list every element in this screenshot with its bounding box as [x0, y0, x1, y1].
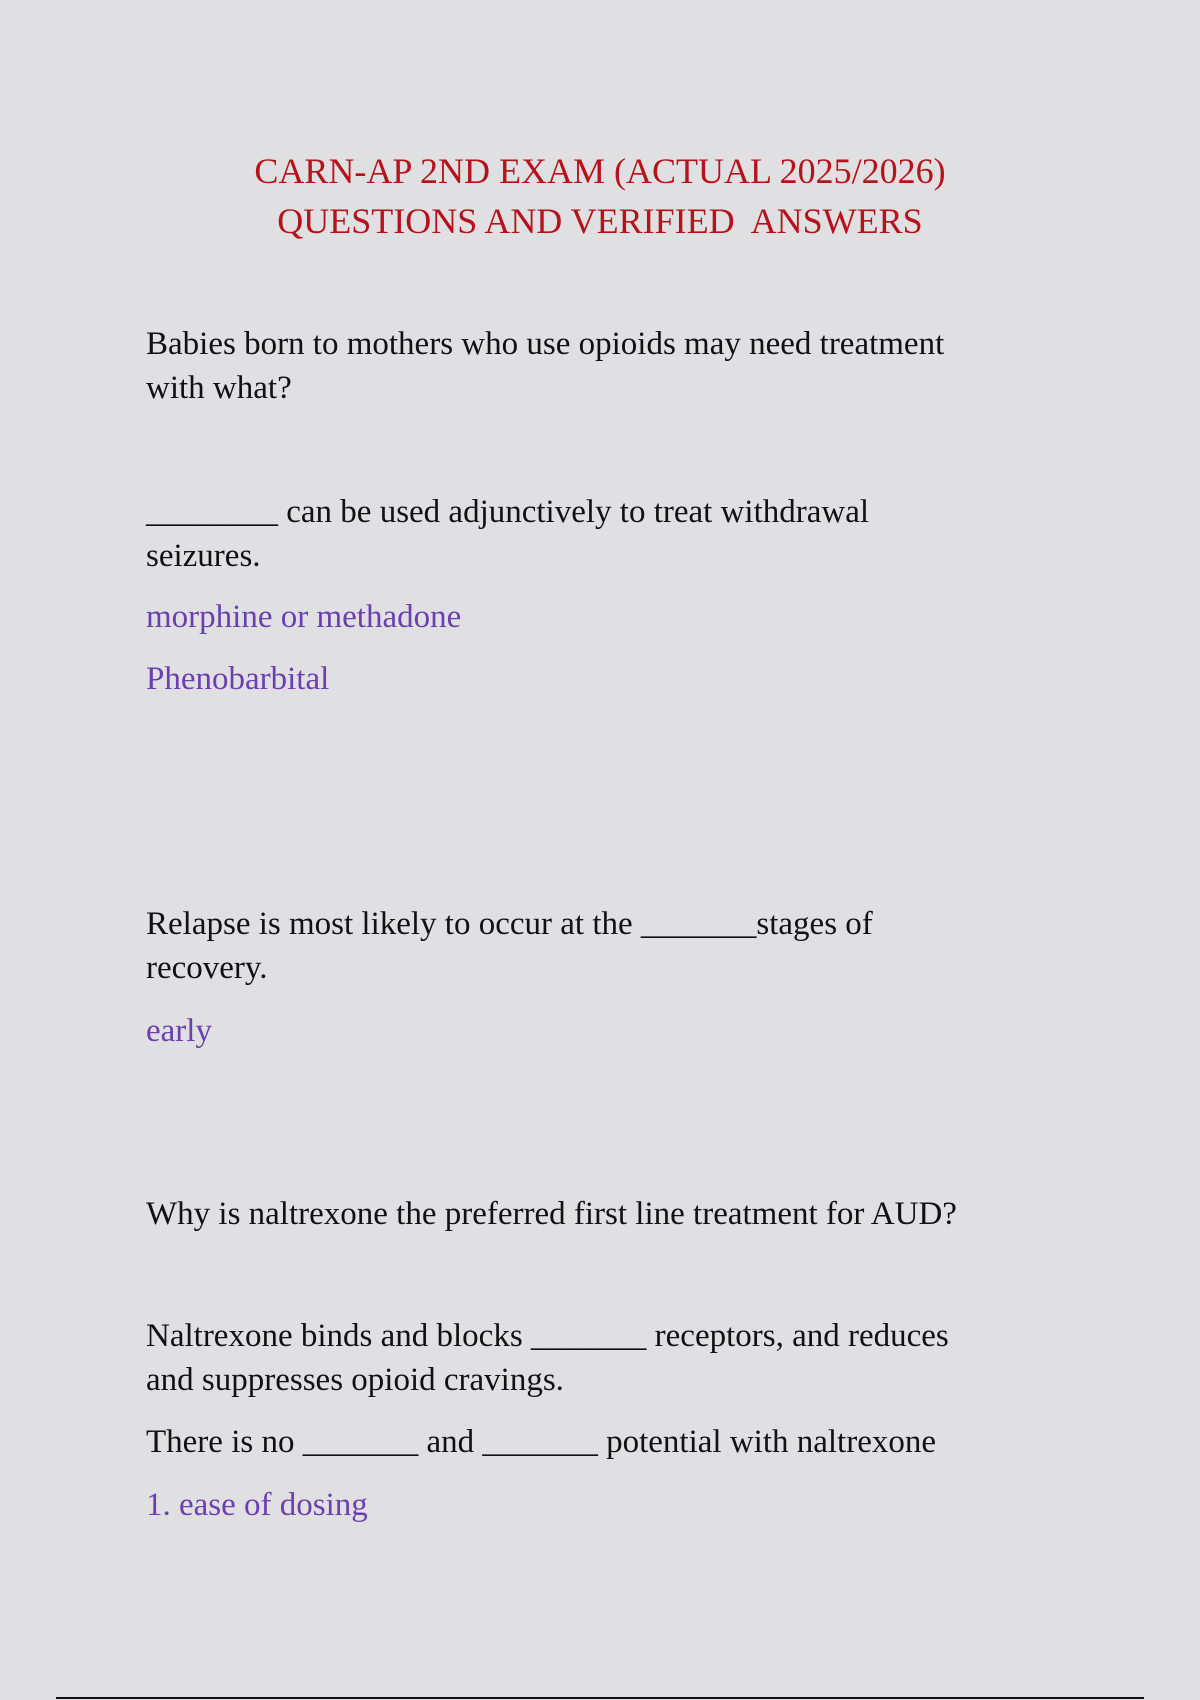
answer-morphine-methadone: morphine or methadone	[146, 599, 462, 635]
question-line: seizures.	[146, 538, 261, 574]
document-title	[0, 146, 1200, 246]
question-line: Babies born to mothers who use opioids may need treatment	[146, 326, 945, 362]
question-line: There is no _______ and _______ potential with naltrexone	[146, 1424, 937, 1460]
answer-phenobarbital: Phenobarbital	[146, 661, 330, 697]
title-line-2: QUESTIONS AND VERIFIED ANSWERS	[277, 201, 923, 241]
question-line: Naltrexone binds and blocks _______ receptors, and reduces	[146, 1318, 949, 1354]
question-withdrawal-seizures	[146, 490, 1066, 578]
question-line: Why is naltrexone the preferred first line treatment for AUD?	[146, 1196, 957, 1232]
question-line: ________ can be used adjunctively to treat withdrawal	[146, 494, 870, 530]
question-line: and suppresses opioid cravings.	[146, 1362, 564, 1398]
question-naltrexone-first-line	[146, 1192, 1066, 1236]
bottom-divider	[56, 1697, 1144, 1699]
question-naltrexone-receptors	[146, 1314, 1066, 1402]
answer-early: early	[146, 1013, 212, 1049]
answer-ease-of-dosing: 1. ease of dosing	[146, 1487, 368, 1523]
question-babies-opioids	[146, 322, 1066, 410]
question-line: with what?	[146, 370, 292, 406]
question-line: recovery.	[146, 950, 268, 986]
title-line-1: CARN-AP 2ND EXAM (ACTUAL 2025/2026)	[254, 151, 946, 191]
question-relapse	[146, 902, 1066, 990]
question-line: Relapse is most likely to occur at the _______stages of	[146, 906, 873, 942]
question-naltrexone-potential	[146, 1420, 1066, 1464]
